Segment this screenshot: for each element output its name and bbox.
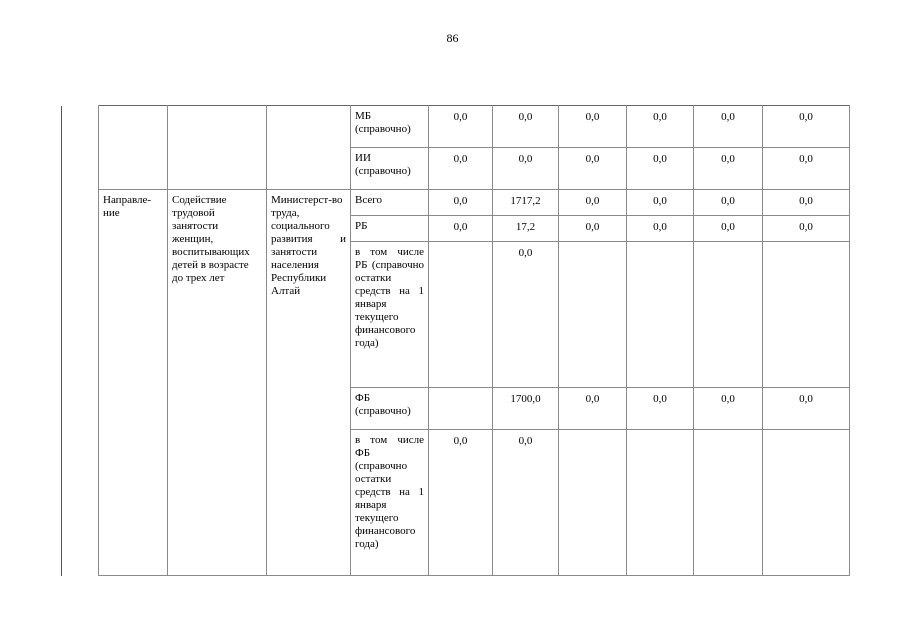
value-cell: 0,0 xyxy=(694,148,763,190)
value-cell xyxy=(627,430,694,576)
value-cell: 0,0 xyxy=(694,106,763,148)
table-row xyxy=(62,106,850,148)
value-cell: 0,0 xyxy=(559,190,627,216)
source-cell: Всего xyxy=(351,190,429,216)
empty-cell xyxy=(99,106,168,190)
value-cell: 0,0 xyxy=(627,216,694,242)
source-cell: ИИ (справочно) xyxy=(351,148,429,190)
value-cell xyxy=(627,242,694,388)
value-cell xyxy=(694,430,763,576)
value-cell: 0,0 xyxy=(627,190,694,216)
value-cell xyxy=(694,242,763,388)
value-cell: 17,2 xyxy=(493,216,559,242)
value-cell: 0,0 xyxy=(694,216,763,242)
empty-cell xyxy=(168,106,267,190)
value-cell xyxy=(559,430,627,576)
budget-table xyxy=(61,105,850,576)
value-cell: 0,0 xyxy=(627,388,694,430)
value-cell: 0,0 xyxy=(429,148,493,190)
value-cell: 0,0 xyxy=(493,242,559,388)
value-cell: 0,0 xyxy=(559,216,627,242)
value-cell xyxy=(429,242,493,388)
value-cell: 1700,0 xyxy=(493,388,559,430)
value-cell xyxy=(429,388,493,430)
value-cell: 0,0 xyxy=(559,148,627,190)
value-cell: 0,0 xyxy=(627,148,694,190)
value-cell: 0,0 xyxy=(429,430,493,576)
value-cell: 0,0 xyxy=(429,106,493,148)
source-cell: МБ (справочно) xyxy=(351,106,429,148)
value-cell: 0,0 xyxy=(763,148,850,190)
value-cell: 0,0 xyxy=(694,388,763,430)
empty-cell xyxy=(62,190,99,576)
page-number: 86 xyxy=(446,31,459,45)
value-cell: 0,0 xyxy=(763,190,850,216)
value-cell: 0,0 xyxy=(429,190,493,216)
value-cell: 0,0 xyxy=(763,216,850,242)
executor-cell: Министерст-во труда, социального развития и занятости населения Республики Алтай xyxy=(267,190,351,576)
value-cell: 0,0 xyxy=(763,106,850,148)
empty-cell xyxy=(62,106,99,190)
value-cell xyxy=(763,430,850,576)
value-cell: 1717,2 xyxy=(493,190,559,216)
source-cell: РБ xyxy=(351,216,429,242)
table-row xyxy=(62,190,850,216)
source-cell: в том числе ФБ (справочно остатки средств на 1 января текущего финансового года) xyxy=(351,430,429,576)
value-cell xyxy=(559,242,627,388)
value-cell: 0,0 xyxy=(559,388,627,430)
type-cell: Направле-ние xyxy=(99,190,168,576)
value-cell: 0,0 xyxy=(493,106,559,148)
source-cell: ФБ (справочно) xyxy=(351,388,429,430)
value-cell: 0,0 xyxy=(763,388,850,430)
activity-name-cell: Содействие трудовой занятости женщин, воспитывающих детей в возрасте до трех лет xyxy=(168,190,267,576)
value-cell: 0,0 xyxy=(694,190,763,216)
empty-cell xyxy=(267,106,351,190)
value-cell: 0,0 xyxy=(493,148,559,190)
source-cell: в том числе РБ (справочно остатки средств на 1 января текущего финансового года) xyxy=(351,242,429,388)
value-cell: 0,0 xyxy=(493,430,559,576)
value-cell: 0,0 xyxy=(429,216,493,242)
value-cell xyxy=(763,242,850,388)
value-cell: 0,0 xyxy=(627,106,694,148)
value-cell: 0,0 xyxy=(559,106,627,148)
